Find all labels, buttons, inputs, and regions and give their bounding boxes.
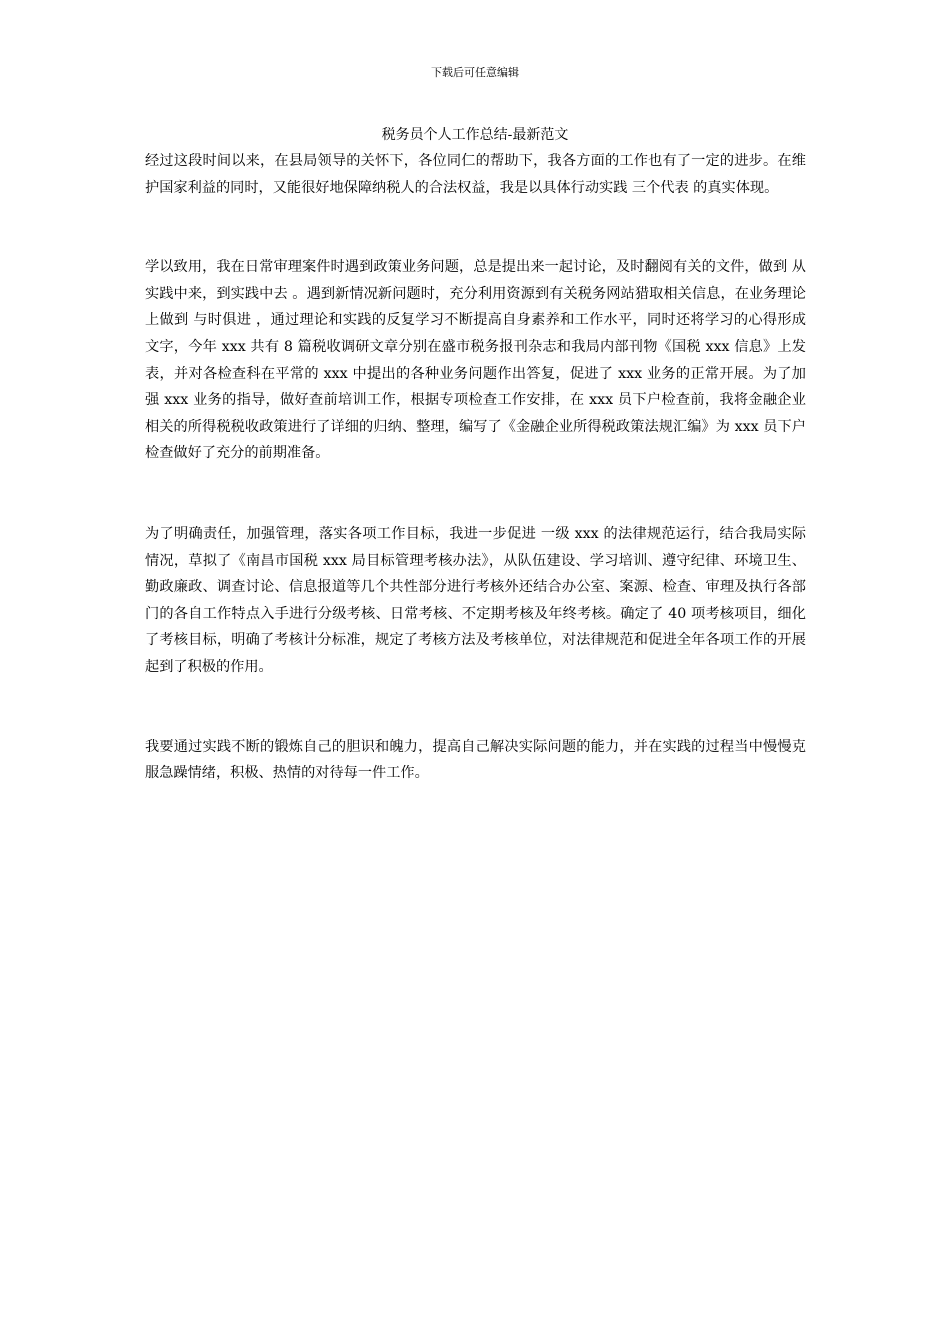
paragraph-3: 为了明确责任，加强管理，落实各项工作目标，我进一步促进 一级 xxx 的法律规范运行，结合我局实际情况，草拟了《南昌市国税 xxx 局目标管理考核办法》，从队伍建设、学习培训、遵守纪律、环境卫生、勤政廉政、调查讨论、信息报道等几个共性部分进行考核外还结合办公室、案源、检查、审理及执行各部门的各自工作特点入手进行分级考核、日常考核、不定期考核及年终考核。确定了 40 项考核项目，细化了考核目标，明确了考核计分标准，规定了考核方法及考核单位，对法律规范和促进全年各项工作的开展起到了积极的作用。 xyxy=(145,525,806,675)
document-body xyxy=(145,148,806,787)
paragraph-1: 经过这段时间以来，在县局领导的关怀下，各位同仁的帮助下，我各方面的工作也有了一定的进步。在维护国家利益的同时，又能很好地保障纳税人的合法权益，我是以具体行动实践 三个代表 的真实体现。 xyxy=(145,153,806,196)
document-title: 税务员个人工作总结-最新范文 xyxy=(381,127,569,143)
paragraph-2: 学以致用，我在日常审理案件时遇到政策业务问题，总是提出来一起讨论，及时翻阅有关的文件，做到 从实践中来，到实践中去 。遇到新情况新问题时，充分利用资源到有关税务网站猎取相关信息，在业务理论上做到 与时俱进 ，通过理论和实践的反复学习不断提高自身素养和工作水平，同时还将学习的心得形成文字，今年 xxx 共有 8 篇税收调研文章分别在盛市税务报刊杂志和我局内部刊物《国税 xxx 信息》上发表，并对各检查科在平常的 xxx 中提出的各种业务问题作出答复，促进了 xxx 业务的正常开展。为了加强 xxx 业务的指导，做好查前培训工作，根据专项检查工作安排，在 xxx 员下户检查前，我将金融企业相关的所得税税收政策进行了详细的归纳、整理，编写了《金融企业所得税政策法规汇编》为 xxx 员下户检查做好了充分的前期准备。 xyxy=(145,259,806,462)
paragraph-4: 我要通过实践不断的锻炼自己的胆识和魄力，提高自己解决实际问题的能力，并在实践的过程当中慢慢克服急躁情绪，积极、热情的对待每一件工作。 xyxy=(145,738,806,782)
header-note: 下载后可任意编辑 xyxy=(431,66,519,79)
